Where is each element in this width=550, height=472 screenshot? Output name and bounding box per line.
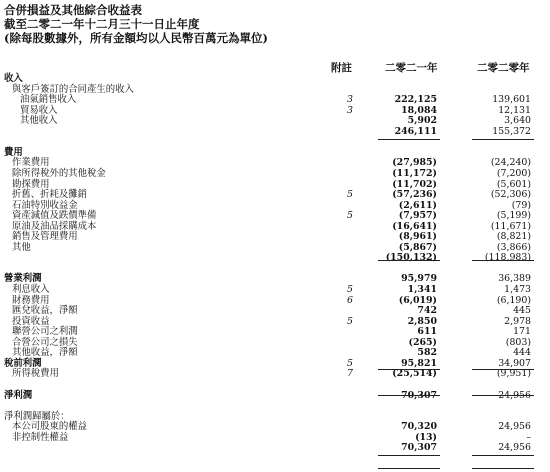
value-2021: (5,867) <box>398 241 437 253</box>
value-2020: (3,866) <box>496 241 531 253</box>
table-row <box>0 189 550 200</box>
row-label: 其他收入 <box>20 115 58 127</box>
table-row <box>0 337 550 348</box>
row-note-ref: 7 <box>347 368 353 380</box>
row-label: 匯兌收益，淨額 <box>12 305 78 317</box>
table-row <box>0 105 550 116</box>
row-label: 淨利潤 <box>4 389 33 401</box>
value-2020: (9,951) <box>496 368 531 380</box>
row-label: 利息收入 <box>12 284 50 295</box>
row-label: 石油特別收益金 <box>12 199 78 211</box>
table-row <box>0 73 550 84</box>
table-row <box>0 326 550 337</box>
table-row <box>0 411 550 422</box>
table-row <box>0 242 550 253</box>
row-label: 其他 <box>12 241 31 253</box>
value-2020: 445 <box>513 305 531 317</box>
table-row <box>0 147 550 158</box>
table-row <box>0 210 550 221</box>
row-label: 與客戶簽訂的合同產生的收入 <box>12 83 134 95</box>
table-row <box>0 273 550 284</box>
table-row <box>0 442 550 453</box>
subtotal-rule-2020 <box>472 395 534 396</box>
value-2020: 24,956 <box>498 442 531 454</box>
value-2021: 222,125 <box>394 94 437 106</box>
row-label: 合營公司之損失 <box>12 336 78 348</box>
total-rule-2020 <box>472 468 534 469</box>
value-2020: (5,199) <box>496 210 531 222</box>
value-2020: 3,640 <box>504 115 531 127</box>
table-row <box>0 115 550 126</box>
table-row <box>0 316 550 327</box>
row-label: 非控制性權益 <box>12 431 69 443</box>
table-row <box>0 368 550 379</box>
row-label: 財務費用 <box>12 294 50 306</box>
table-row <box>0 390 550 401</box>
value-2021: (25,514) <box>392 368 437 380</box>
column-header-2021: 二零二一年 <box>385 62 438 74</box>
subtotal-rule-2020 <box>472 369 534 370</box>
row-label: 聯營公司之利潤 <box>12 326 78 338</box>
row-label: 油氣銷售收入 <box>20 94 77 106</box>
row-label: 投資收益 <box>12 315 50 327</box>
row-label: 銷售及管理費用 <box>12 231 78 243</box>
row-note-ref: 3 <box>347 94 353 106</box>
row-note-ref: 3 <box>347 104 353 116</box>
value-2020: 34,907 <box>498 357 531 369</box>
subtotal-rule-2020 <box>472 139 534 140</box>
row-label: 勘探費用 <box>12 178 50 190</box>
table-row <box>0 200 550 211</box>
value-2020: 1,473 <box>504 284 531 295</box>
value-2020: 171 <box>513 326 531 338</box>
value-2021: (265) <box>408 336 437 348</box>
row-label: 其他收益，淨額 <box>12 347 78 359</box>
value-2020: (7,200) <box>496 167 531 179</box>
value-2021: (7,957) <box>398 210 437 222</box>
value-2021: 95,979 <box>401 273 437 285</box>
subtotal-rule-2020 <box>472 455 534 456</box>
row-label: 貿易收入 <box>20 104 58 116</box>
value-2020: 155,372 <box>492 125 531 137</box>
value-2020: (79) <box>511 199 531 211</box>
value-2021: (27,985) <box>392 157 437 169</box>
row-label: 除所得稅外的其他稅金 <box>12 167 106 179</box>
value-2021: (16,641) <box>392 220 437 232</box>
subtotal-rule-2021 <box>378 369 440 370</box>
row-label: 本公司股東的權益 <box>12 421 88 433</box>
subtotal-rule-2021 <box>378 139 440 140</box>
value-2021: 611 <box>417 326 437 338</box>
column-header-note: 附註 <box>331 62 352 74</box>
row-label: 作業費用 <box>12 157 50 169</box>
value-2021: (8,961) <box>398 231 437 243</box>
table-row <box>0 252 550 263</box>
value-2021: 582 <box>417 347 437 359</box>
value-2021: 95,821 <box>401 357 437 369</box>
statement-period: 截至二零二一年十二月三十一日止年度 <box>4 17 200 31</box>
table-row <box>0 157 550 168</box>
table-row <box>0 136 550 147</box>
subtotal-rule-2021 <box>378 395 440 396</box>
value-2020: 24,956 <box>498 421 531 433</box>
table-row <box>0 231 550 242</box>
statement-title: 合併損益及其他綜合收益表 <box>4 3 142 17</box>
value-2020: 24,956 <box>498 389 531 401</box>
row-label: 稅前利潤 <box>4 357 42 369</box>
table-row <box>0 263 550 274</box>
row-note-ref: 6 <box>347 294 353 306</box>
row-label: 原油及油品採購成本 <box>12 220 97 232</box>
value-2020: – <box>526 431 531 443</box>
row-note-ref: 5 <box>347 284 353 295</box>
subtotal-rule-2020 <box>472 260 534 261</box>
value-2020: (8,821) <box>496 231 531 243</box>
value-2021: 18,084 <box>401 104 437 116</box>
value-2020: (52,306) <box>490 189 531 201</box>
value-2021: (13) <box>415 431 437 443</box>
table-row <box>0 305 550 316</box>
value-2020: 12,131 <box>498 104 531 116</box>
table-row <box>0 421 550 432</box>
subtotal-rule-2021 <box>378 260 440 261</box>
value-2020: 444 <box>513 347 531 359</box>
table-row <box>0 379 550 390</box>
statement-unit-note: (除每股數據外，所有金額均以人民幣百萬元為單位) <box>4 31 268 45</box>
row-label: 折舊、折耗及攤銷 <box>12 189 88 201</box>
table-row <box>0 432 550 443</box>
value-2021: 742 <box>417 305 437 317</box>
value-2021: 246,111 <box>394 125 437 137</box>
value-2021: (11,172) <box>392 167 437 179</box>
value-2020: 36,389 <box>498 273 531 285</box>
row-label: 營業利潤 <box>4 273 42 285</box>
value-2021: 70,320 <box>401 421 437 433</box>
table-row <box>0 221 550 232</box>
table-row <box>0 94 550 105</box>
value-2021: (2,611) <box>398 199 437 211</box>
value-2020: (6,190) <box>496 294 531 306</box>
total-rule-2021 <box>378 468 440 469</box>
row-note-ref: 5 <box>347 357 353 369</box>
value-2020: 139,601 <box>492 94 531 106</box>
column-header-2020: 二零二零年 <box>477 62 530 74</box>
table-row <box>0 295 550 306</box>
table-row <box>0 126 550 137</box>
table-row <box>0 347 550 358</box>
row-label: 資產減值及跌價準備 <box>12 210 97 222</box>
value-2021: 70,307 <box>401 389 437 401</box>
row-note-ref: 5 <box>347 315 353 327</box>
table-row <box>0 168 550 179</box>
value-2021: (11,702) <box>392 178 437 190</box>
row-label: 淨利潤歸屬於： <box>4 410 70 422</box>
table-row <box>0 400 550 411</box>
value-2020: (11,671) <box>490 220 531 232</box>
value-2020: (803) <box>505 336 531 348</box>
value-2021: 2,850 <box>407 315 437 327</box>
table-row <box>0 284 550 295</box>
table-row <box>0 179 550 190</box>
table-row <box>0 358 550 369</box>
value-2021: 5,902 <box>407 115 437 127</box>
value-2020: (5,601) <box>496 178 531 190</box>
value-2020: (118,983) <box>484 252 531 264</box>
row-label: 費用 <box>4 146 23 158</box>
value-2021: (57,236) <box>392 189 437 201</box>
row-label: 收入 <box>4 73 23 84</box>
value-2021: 70,307 <box>401 442 437 454</box>
table-row <box>0 84 550 95</box>
value-2021: (150,132) <box>385 252 437 264</box>
row-note-ref: 5 <box>347 189 353 201</box>
value-2021: 1,341 <box>407 284 437 295</box>
value-2020: 2,978 <box>504 315 531 327</box>
row-note-ref: 5 <box>347 210 353 222</box>
value-2021: (6,019) <box>398 294 437 306</box>
row-label: 所得稅費用 <box>12 368 59 380</box>
subtotal-rule-2021 <box>378 455 440 456</box>
value-2020: (24,240) <box>490 157 531 169</box>
